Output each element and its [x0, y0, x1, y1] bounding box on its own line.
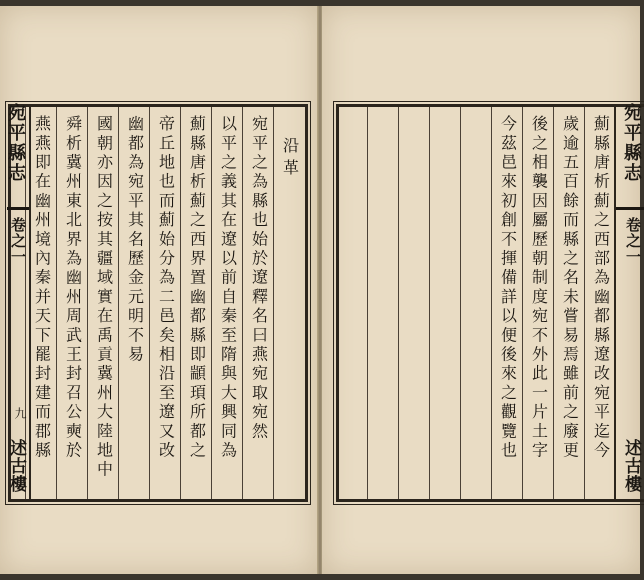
text-column	[118, 107, 150, 499]
text-column	[273, 107, 305, 499]
text-column	[149, 107, 181, 499]
right-text-frame	[336, 104, 644, 502]
juan-label-fragment: 卷之一	[9, 217, 27, 265]
text-line: 國朝亦因之按其疆域實在禹貢冀州大陸地中	[94, 115, 114, 480]
text-column	[491, 107, 523, 499]
text-line: 歲逾五百餘而縣之名未嘗易焉雖前之廢更	[560, 115, 580, 461]
text-line: 以平之義其在遼以前自秦至隋與大興同為	[218, 115, 238, 461]
empty-column	[460, 107, 492, 499]
text-line: 燕燕即在幽州境內秦并天下罷封建而郡縣	[32, 115, 52, 461]
right-margin-strip	[614, 103, 644, 499]
juan-label: 卷之一	[624, 217, 642, 265]
text-line: 帝丘地也而薊始分為二邑矣相沿至遼又改	[156, 115, 176, 461]
empty-column	[367, 107, 399, 499]
publisher-name: 述古樓	[621, 439, 641, 493]
text-column	[522, 107, 554, 499]
empty-column	[398, 107, 430, 499]
fish-tail-mark	[616, 207, 644, 210]
left-text-frame	[5, 103, 308, 502]
left-margin-strip	[5, 103, 31, 499]
text-line: 舜析冀州東北界為幽州周武王封召公奭於	[63, 115, 83, 461]
empty-column	[429, 107, 461, 499]
book-title: 宛平縣志	[621, 103, 642, 183]
text-line: 薊縣唐析薊之西界置幽都縣即顓頊所都之	[187, 115, 207, 461]
text-column	[56, 107, 88, 499]
page-number: 九	[13, 407, 27, 419]
left-page	[0, 6, 318, 574]
right-page	[322, 6, 640, 574]
text-column	[584, 107, 616, 499]
text-column	[180, 107, 212, 499]
text-column	[211, 107, 243, 499]
text-line: 宛平之為縣也始於遼釋名曰燕宛取宛然	[249, 115, 269, 442]
text-column	[242, 107, 274, 499]
publisher-fragment: 述古樓	[6, 439, 26, 493]
text-line: 今茲邑來初創不揮備詳以便後來之觀覽也	[498, 115, 518, 461]
book-title-fragment: 宛平縣志	[5, 103, 26, 183]
fish-tail-mark	[7, 207, 29, 210]
text-line: 後之相襲因屬歷朝制度宛不外此一片土字	[529, 115, 549, 461]
text-column	[87, 107, 119, 499]
text-line: 薊縣唐析薊之西部為幽都縣遼改宛平迄今	[591, 115, 611, 461]
section-heading: 沿革	[280, 137, 300, 181]
text-column	[553, 107, 585, 499]
text-line: 幽都為宛平其名歷金元明不易	[125, 115, 145, 365]
